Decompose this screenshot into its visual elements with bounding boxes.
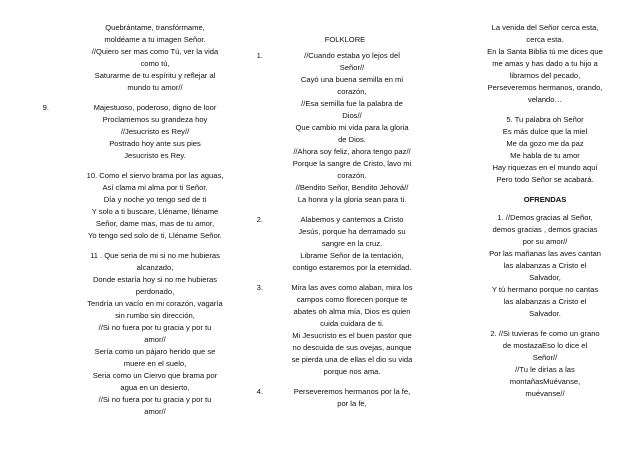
- lyric-line: Perseveremos hermanos por la fe,: [293, 387, 411, 396]
- lyric-line: por la fe,: [337, 399, 367, 408]
- lyric-line: Jesucristo es Rey.: [124, 151, 186, 160]
- lyric-line: amor//: [144, 407, 166, 416]
- lyric-line: contigo estaremos por la eternidad.: [292, 263, 412, 272]
- lyric-line: sangre en la cruz.: [321, 239, 383, 248]
- lyric-line: Donde estaría hoy si no me hubieras: [92, 275, 218, 284]
- lyric-line: Que cambio mi vida para la gloria: [295, 123, 409, 132]
- lyric-line: como tú,: [140, 59, 170, 68]
- lyric-line: Quebrántame, transfórmame,: [105, 23, 205, 32]
- lyric-line: corazón.: [337, 171, 367, 180]
- lyric-line: muévanse//: [525, 389, 565, 398]
- lyric-line: Porque la sangre de Cristo, lavo mi: [292, 159, 412, 168]
- lyric-line: Cayó una buena semilla en mi: [300, 75, 404, 84]
- lyric-line: Señor//: [339, 63, 365, 72]
- section-heading-ofrendas: OFRENDAS: [523, 195, 567, 204]
- lyric-line: Día y noche yo tengo sed de ti: [103, 195, 207, 204]
- lyric-line: muere en el suelo,: [123, 359, 187, 368]
- lyric-line: Saturarme de tu espíritu y reflejar al: [94, 71, 216, 80]
- lyric-line: 2. //Si tuvieras fe como un grano: [490, 329, 600, 338]
- lyric-line: Y tú hermano porque no cantas: [491, 285, 599, 294]
- lyric-line: //Quiero ser mas como Tú, ver la vida: [91, 47, 219, 56]
- lyric-line: Perseveremos hermanos, orando,: [487, 83, 603, 92]
- lyric-line: Yo tengo sed solo de ti, Lléname Señor.: [88, 231, 222, 240]
- lyric-line: cuida cuidara de ti.: [320, 319, 384, 328]
- lyric-line: Proclamemos su grandeza hoy: [102, 115, 208, 124]
- lyric-line: //Jesucristo es Rey//: [120, 127, 190, 136]
- lyric-line: corazón,: [337, 87, 367, 96]
- lyric-line: moldéame a tu imagen Señor.: [104, 35, 206, 44]
- song-number: 9.: [42, 103, 49, 112]
- lyric-line: Mi Jesucristo es el buen pastor que: [292, 331, 412, 340]
- lyric-line: amor//: [144, 335, 166, 344]
- song-number: 2.: [256, 215, 263, 224]
- song-number: 4.: [256, 387, 263, 396]
- lyric-line: montañasMuévanse,: [509, 377, 581, 386]
- lyric-line: velando…: [527, 95, 563, 104]
- lyric-line: Así clama mi alma por ti Señor.: [102, 183, 208, 192]
- ofrenda-2: [470, 328, 620, 400]
- song-3: [255, 282, 435, 378]
- lyric-line: agua en un desierto,: [120, 383, 190, 392]
- song-2: [255, 214, 435, 274]
- lyric-line: por su amor//: [522, 237, 568, 246]
- lyric-line: La venida del Señor cerca esta,: [491, 23, 599, 32]
- lyric-line: Es más dulce que la miel: [502, 127, 588, 136]
- lyric-line: Señor//: [532, 353, 558, 362]
- lyric-line: porque nos ama.: [323, 367, 381, 376]
- lyric-line: se pierda una de ellas el dio su vida: [291, 355, 413, 364]
- song-1: [255, 50, 435, 206]
- lyric-line: Librame Señor de la tentación,: [300, 251, 404, 260]
- lyric-line: me amas y has dado a tu hijo a: [492, 59, 598, 68]
- ofrenda-1: [470, 212, 620, 320]
- lyric-line: perdonado,: [135, 287, 175, 296]
- lyric-line: no descuida de sus ovejas, aunque: [292, 343, 412, 352]
- lyric-line: librarnos del pecado,: [509, 71, 581, 80]
- lyric-line: alcanzado,: [136, 263, 174, 272]
- lyric-line: Salvador.: [529, 309, 561, 318]
- song-8-continuation: [55, 22, 255, 94]
- lyric-line: Tendría un vacío en mi corazón, vagaría: [87, 299, 223, 308]
- lyric-line: //Ahora soy feliz, ahora tengo paz//: [293, 147, 411, 156]
- lyric-line: las alabanzas a Cristo el: [503, 261, 587, 270]
- lyric-line: campos como florecen porque te: [296, 295, 408, 304]
- lyric-line: de mostazaEso lo dice el: [502, 341, 588, 350]
- lyric-line: 1. //Demos gracias al Señor,: [497, 213, 593, 222]
- lyric-line: Mira las aves como alaban, mira los: [291, 283, 413, 292]
- song-number: 3.: [256, 283, 263, 292]
- lyric-line: sin rumbo sin dirección,: [115, 311, 195, 320]
- column-2: [255, 22, 435, 410]
- song-11: [55, 250, 255, 418]
- song-number: 1.: [256, 51, 263, 60]
- lyric-line: abates oh alma mía, Dios es quien: [293, 307, 411, 316]
- lyric-line: Por las mañanas las aves cantan: [489, 249, 601, 258]
- song-9: [42, 102, 255, 162]
- lyric-line: //Si no fuera por tu gracia y por tu: [98, 395, 212, 404]
- lyric-line: En la Santa Biblia tú me dices que: [487, 47, 603, 56]
- lyric-line: //Esa semilla fue la palabra de: [301, 99, 403, 108]
- column-1: [42, 22, 255, 418]
- lyric-line: //Cuando estaba yo lejos del: [304, 51, 400, 60]
- lyric-line: Salvador,: [529, 273, 561, 282]
- lyric-line: //Tu le dirías a las: [515, 365, 575, 374]
- lyric-line: 10. Como el siervo brama por las aguas,: [86, 171, 224, 180]
- song-5: [470, 114, 620, 186]
- lyric-line: 5. Tu palabra oh Señor: [506, 115, 584, 124]
- section-heading-folklore: FOLKLORE: [324, 35, 366, 44]
- lyric-line: //Si no fuera por tu gracia y por tu: [98, 323, 212, 332]
- lyric-line: cerca esta.: [526, 35, 564, 44]
- lyric-line: Hay riquezas en el mundo aquí: [492, 163, 598, 172]
- lyric-line: Pero todo Señor se acabará.: [496, 175, 594, 184]
- lyric-line: La honra y la gloria sean para ti.: [297, 195, 407, 204]
- lyric-line: Postrado hoy ante sus pies: [109, 139, 201, 148]
- lyric-line: Y solo a ti buscare, Lléname, lléname: [91, 207, 219, 216]
- lyric-line: de Dios.: [338, 135, 366, 144]
- lyric-line: las alabanzas a Cristo el: [503, 297, 587, 306]
- lyric-line: mundo tu amor//: [127, 83, 183, 92]
- column-3: [470, 22, 620, 400]
- lyric-line: //Bendito Señor, Bendito Jehová//: [295, 183, 409, 192]
- lyric-line: 11 . Que seria de mi si no me hubieras: [90, 251, 220, 260]
- song-4-continuation: [470, 22, 620, 106]
- lyric-line: Me da gozo me da paz: [506, 139, 584, 148]
- lyric-line: Seria como un Ciervo que brama por: [92, 371, 218, 380]
- lyric-line: Dios//: [342, 111, 362, 120]
- lyric-line: Alabemos y cantemos a Cristo: [300, 215, 404, 224]
- lyric-line: Jesús, porque ha derramado su: [298, 227, 406, 236]
- lyric-line: Me habla de tu amor: [510, 151, 580, 160]
- lyric-line: Sería como un pájaro herido que se: [94, 347, 216, 356]
- song-10: [55, 170, 255, 242]
- lyric-line: Señor, dame mas, mas de tu amor,: [95, 219, 215, 228]
- song-4: [255, 386, 435, 410]
- lyric-line: demos gracias , demos gracias: [492, 225, 598, 234]
- lyric-line: Majestuoso, poderoso, digno de loor: [93, 103, 217, 112]
